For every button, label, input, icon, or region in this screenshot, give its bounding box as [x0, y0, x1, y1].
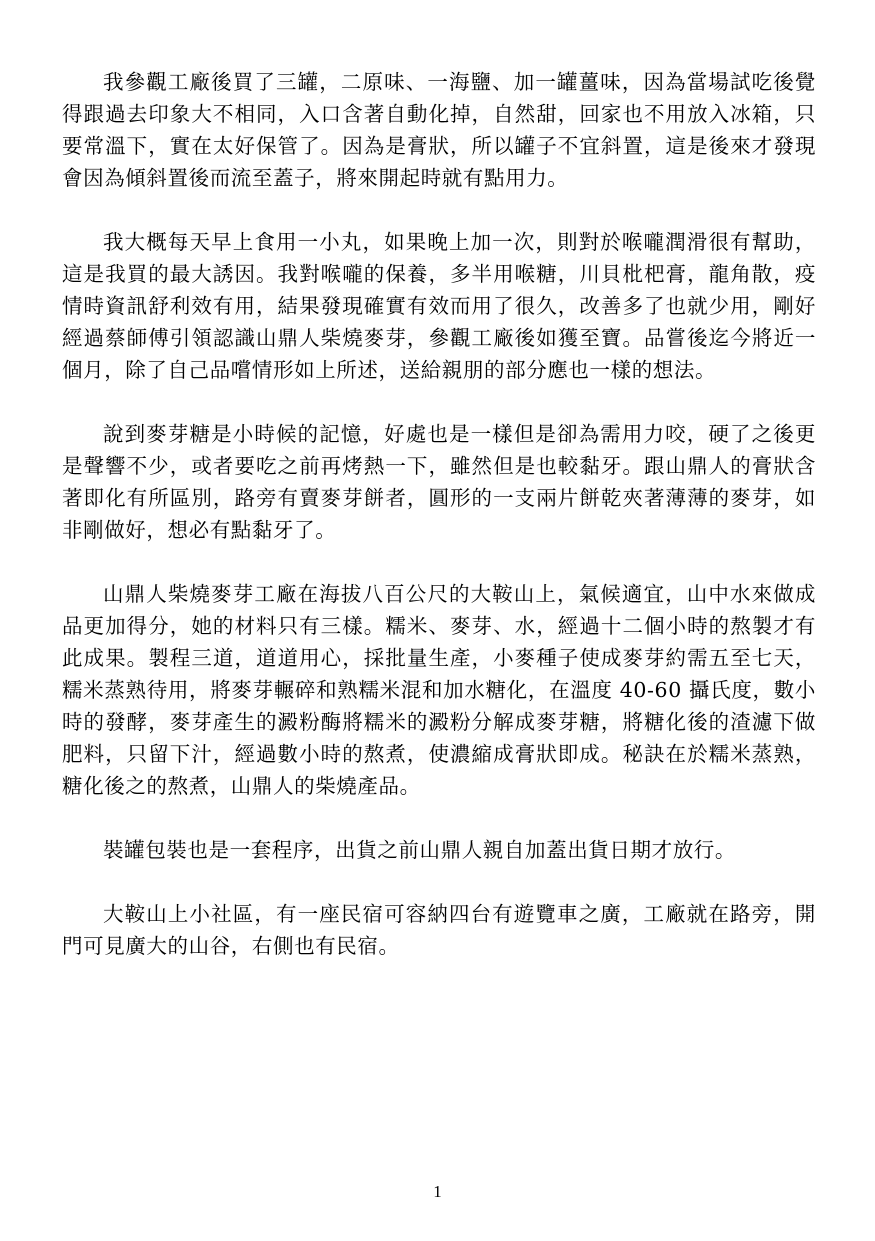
paragraph: 大鞍山上小社區，有一座民宿可容納四台有遊覽車之廣，工廠就在路旁，開門可見廣大的山谷，右側也有民宿。 — [62, 902, 816, 958]
paragraph: 山鼎人柴燒麥芽工廠在海拔八百公尺的大鞍山上，氣候適宜，山中水來做成品更加得分，她的材料只有三樣。糯米、麥芽、水，經過十二個小時的熬製才有此成果。製程三道，道道用心，採批量生產，小麥種子使成麥芽約需五至七天，糯米蒸熟待用，將麥芽輾碎和熟糯米混和加水糖化，在溫度 40-60 攝氏度，數小時的發酵，麥芽產生的澱粉酶將糯米的澱粉分解成麥芽糖，將糖化後的渣濾下做肥料，只留下汁，經過數小時的熬煮，使濃縮成膏狀即成。秘訣在於糯米蒸熟，糖化後之的熬煮，山鼎人的柴燒產品。 — [62, 582, 816, 798]
paragraph: 我參觀工廠後買了三罐，二原味、一海鹽、加一罐薑味，因為當場試吃後覺得跟過去印象大不相同，入口含著自動化掉，自然甜，回家也不用放入冰箱，只要常溫下，實在太好保管了。因為是膏狀，所以罐子不宜斜置，這是後來才發現會因為傾斜置後而流至蓋子，將來開起時就有點用力。 — [62, 70, 816, 190]
paragraph: 說到麥芽糖是小時候的記憶，好處也是一樣但是卻為需用力咬，硬了之後更是聲響不少，或者要吃之前再烤熱一下，雖然但是也較黏牙。跟山鼎人的膏狀含著即化有所區別，路旁有賣麥芽餅者，圓形的一支兩片餅乾夾著薄薄的麥芽，如非剛做好，想必有點黏牙了。 — [62, 422, 816, 542]
paragraph: 裝罐包裝也是一套程序，出貨之前山鼎人親自加蓋出貨日期才放行。 — [103, 838, 736, 862]
page-number: 1 — [433, 1182, 442, 1201]
document-body — [62, 66, 816, 962]
paragraph: 我大概每天早上食用一小丸，如果晚上加一次，則對於喉嚨潤滑很有幫助，這是我買的最大誘因。我對喉嚨的保養，多半用喉糖，川貝枇杷膏，龍角散，疫情時資訊舒利效有用，結果發現確實有效而用了很久，改善多了也就少用，剛好經過蔡師傅引領認識山鼎人柴燒麥芽，參觀工廠後如獲至寶。品嘗後迄今將近一個月，除了自己品嚐情形如上所述，送給親朋的部分應也一樣的想法。 — [62, 230, 816, 382]
